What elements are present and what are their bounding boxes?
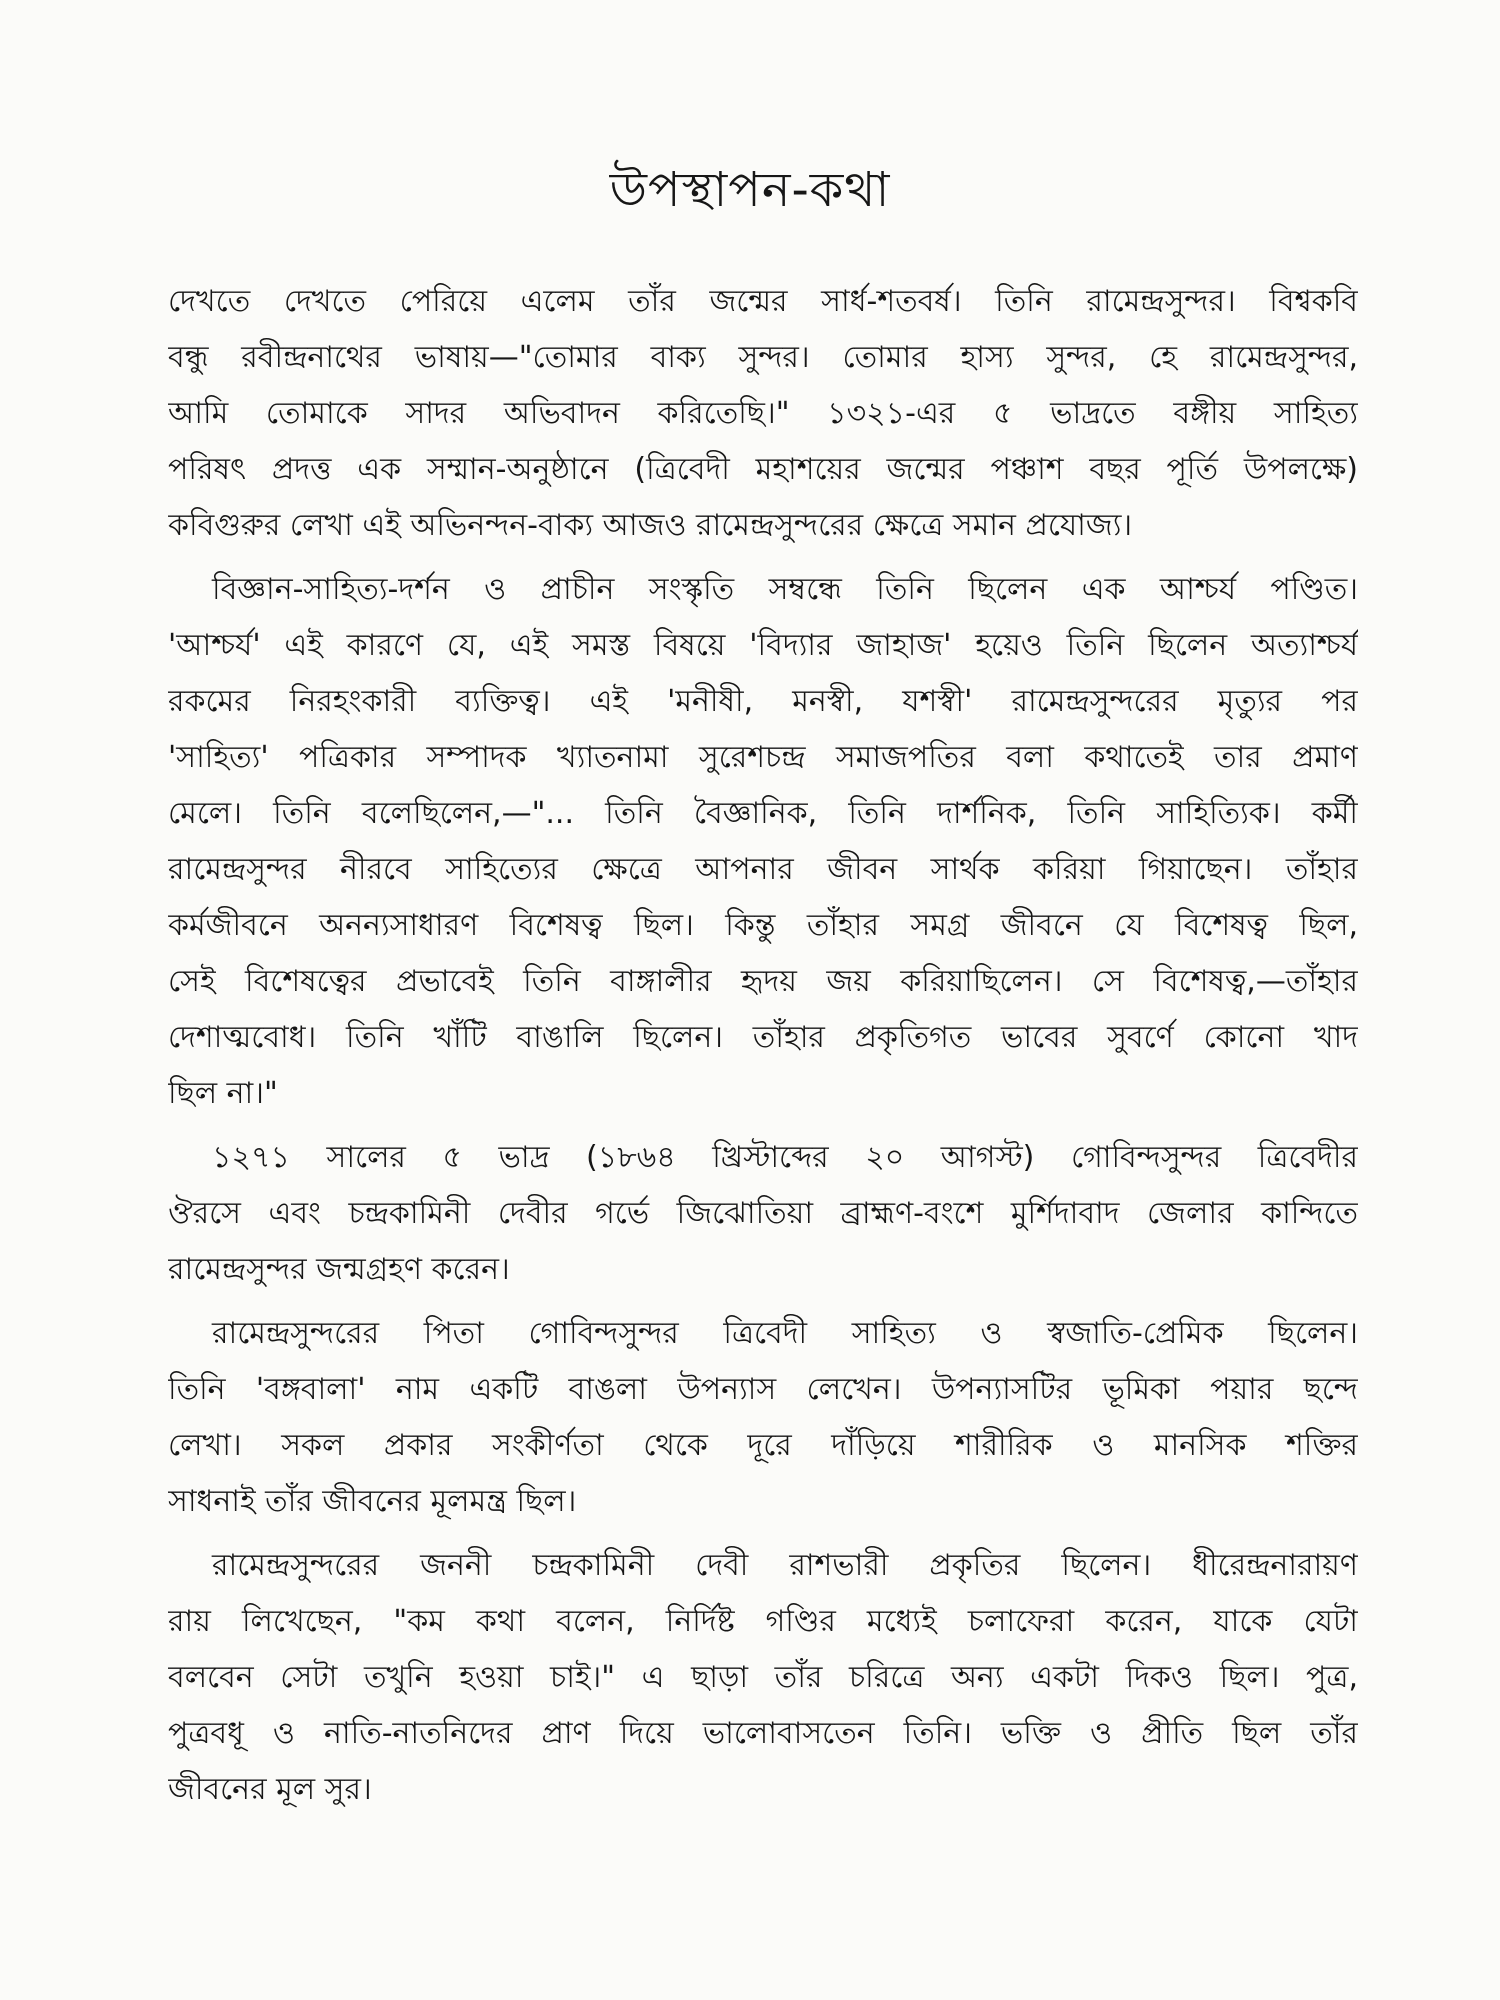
text-line: রকমের নিরহংকারী ব্যক্তিত্ব। এই 'মনীষী, মনস্বী, যশস্বী' রামেন্দ্রসুন্দরের মৃত্যুর পর (168, 684, 1358, 719)
text-line: রামেন্দ্রসুন্দর নীরবে সাহিত্যের ক্ষেত্রে আপনার জীবন সার্থক করিয়া গিয়াছেন। তাঁহার (168, 852, 1358, 887)
text-line: মেলে। তিনি বলেছিলেন,—"... তিনি বৈজ্ঞানিক, তিনি দার্শনিক, তিনি সাহিত্যিক। কর্মী (168, 796, 1358, 831)
page-title: উপস্থাপন-কথা (609, 162, 891, 219)
text-line: ১২৭১ সালের ৫ ভাদ্র (১৮৬৪ খ্রিস্টাব্দের ২০ আগস্ট) গোবিন্দসুন্দর ত্রিবেদীর (212, 1140, 1358, 1175)
text-line: আমি তোমাকে সাদর অভিবাদন করিতেছি।" ১৩২১-এর ৫ ভাদ্রতে বঙ্গীয় সাহিত্য (168, 396, 1358, 431)
text-line: ঔরসে এবং চন্দ্রকামিনী দেবীর গর্ভে জিঝোতিয়া ব্রাহ্মণ-বংশে মুর্শিদাবাদ জেলার কান্দিতে (168, 1196, 1358, 1231)
paragraph-3 (168, 1130, 1358, 1298)
paragraph-2 (168, 562, 1358, 1122)
text-line: দেশাত্মবোধ। তিনি খাঁটি বাঙালি ছিলেন। তাঁহার প্রকৃতিগত ভাবের সুবর্ণে কোনো খাদ (168, 1020, 1358, 1055)
text-line: বলবেন সেটা তখুনি হওয়া চাই।" এ ছাড়া তাঁর চরিত্রে অন্য একটা দিকও ছিল। পুত্র, (168, 1660, 1358, 1695)
body-text (168, 274, 1358, 1826)
text-line: রায় লিখেছেন, "কম কথা বলেন, নির্দিষ্ট গণ্ডির মধ্যেই চলাফেরা করেন, যাকে যেটা (168, 1604, 1358, 1639)
text-line: সেই বিশেষত্বের প্রভাবেই তিনি বাঙ্গালীর হৃদয় জয় করিয়াছিলেন। সে বিশেষত্ব,—তাঁহার (168, 964, 1358, 999)
text-line: পুত্রবধূ ও নাতি-নাতনিদের প্রাণ দিয়ে ভালোবাসতেন তিনি। ভক্তি ও প্রীতি ছিল তাঁর (168, 1716, 1358, 1751)
paragraph-5 (168, 1538, 1358, 1818)
text-line: 'সাহিত্য' পত্রিকার সম্পাদক খ্যাতনামা সুরেশচন্দ্র সমাজপতির বলা কথাতেই তার প্রমাণ (168, 740, 1358, 775)
text-line: 'আশ্চর্য' এই কারণে যে, এই সমস্ত বিষয়ে 'বিদ্যার জাহাজ' হয়েও তিনি ছিলেন অত্যাশ্চর্য (168, 628, 1358, 663)
text-line: কর্মজীবনে অনন্যসাধারণ বিশেষত্ব ছিল। কিন্তু তাঁহার সমগ্র জীবনে যে বিশেষত্ব ছিল, (168, 908, 1358, 943)
paragraph-4 (168, 1306, 1358, 1530)
text-line: রামেন্দ্রসুন্দর জন্মগ্রহণ করেন। (168, 1252, 510, 1287)
text-line: লেখা। সকল প্রকার সংকীর্ণতা থেকে দূরে দাঁড়িয়ে শারীরিক ও মানসিক শক্তির (168, 1428, 1358, 1463)
text-line: রামেন্দ্রসুন্দরের জননী চন্দ্রকামিনী দেবী রাশভারী প্রকৃতির ছিলেন। ধীরেন্দ্রনারায়ণ (212, 1548, 1358, 1583)
text-line: জীবনের মূল সুর। (168, 1772, 372, 1807)
text-line: ছিল না।" (168, 1076, 278, 1111)
text-line: বিজ্ঞান-সাহিত্য-দর্শন ও প্রাচীন সংস্কৃতি সম্বন্ধে তিনি ছিলেন এক আশ্চর্য পণ্ডিত। (212, 572, 1358, 607)
text-line: সাধনাই তাঁর জীবনের মূলমন্ত্র ছিল। (168, 1484, 577, 1519)
paragraph-1 (168, 274, 1358, 554)
text-line: কবিগুরুর লেখা এই অভিনন্দন-বাক্য আজও রামেন্দ্রসুন্দরের ক্ষেত্রে সমান প্রযোজ্য। (168, 508, 1133, 543)
text-line: তিনি 'বঙ্গবালা' নাম একটি বাঙলা উপন্যাস লেখেন। উপন্যাসটির ভূমিকা পয়ার ছন্দে (168, 1372, 1358, 1407)
text-line: রামেন্দ্রসুন্দরের পিতা গোবিন্দসুন্দর ত্রিবেদী সাহিত্য ও স্বজাতি-প্রেমিক ছিলেন। (212, 1316, 1358, 1351)
text-line: বন্ধু রবীন্দ্রনাথের ভাষায়—"তোমার বাক্য সুন্দর। তোমার হাস্য সুন্দর, হে রামেন্দ্রসুন্দর, (168, 340, 1358, 375)
text-line: পরিষৎ প্রদত্ত এক সম্মান-অনুষ্ঠানে (ত্রিবেদী মহাশয়ের জন্মের পঞ্চাশ বছর পূর্তি উপলক্ষে) (168, 452, 1358, 487)
text-line: দেখতে দেখতে পেরিয়ে এলেম তাঁর জন্মের সার্ধ-শতবর্ষ। তিনি রামেন্দ্রসুন্দর। বিশ্বকবি (168, 284, 1358, 319)
